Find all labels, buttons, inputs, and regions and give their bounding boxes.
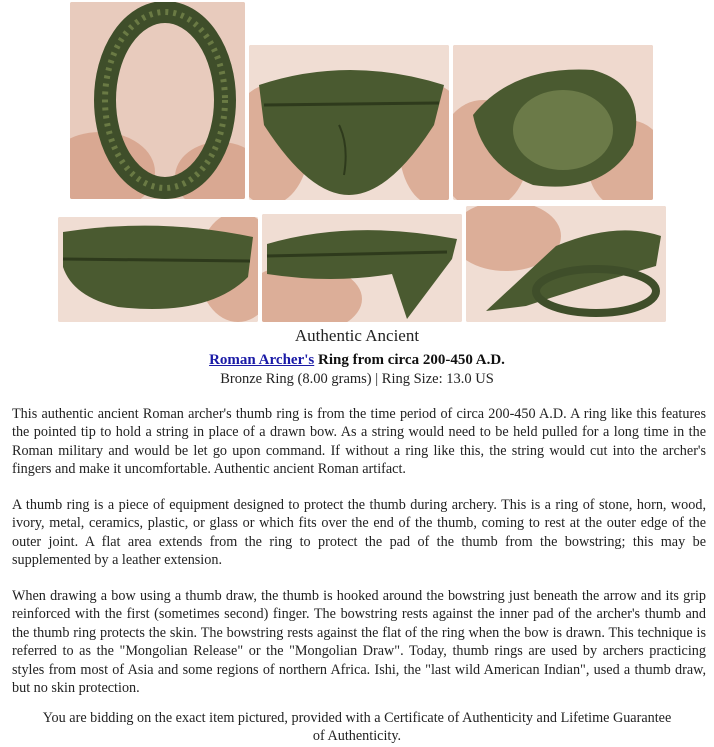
- ring-side-view-image: [70, 2, 245, 199]
- listing-subtitle: [0, 352, 714, 369]
- ring-photo-1: [70, 2, 245, 199]
- listing-specs: Bronze Ring (8.00 grams) | Ring Size: 13.0 US: [220, 371, 494, 387]
- ring-tip-view-image: [262, 214, 462, 322]
- description-paragraph-2: A thumb ring is a piece of equipment designed to protect the thumb during archery. This is a ring of stone, horn, wood, ivory, metal, ceramics, plastic, or glass or which fits over the end of the thumb, coming to rest at the outer edge of the outer joint. A flat area extends from the ring to protect the pad of the thumb from the bowstring; this may be supplemented by a leather extension.: [12, 497, 706, 569]
- ring-underside-view-image: [466, 206, 666, 322]
- ring-angle-view-image: [453, 45, 653, 200]
- ring-photo-3: [453, 45, 653, 200]
- description-paragraph-1: This authentic ancient Roman archer's thumb ring is from the time period of circa 200-450 A.D. A ring like this features the pointed tip to hold a string in place of a drawn bow. As a string would need to be held pulled for a long time in the Roman military and would be let go upon command. If without a ring like this, the string would cut into the archer's fingers and make it uncomfortable. Authentic ancient Roman artifact.: [12, 406, 706, 478]
- ring-profile-view-image: [58, 217, 258, 322]
- closing-statement: You are bidding on the exact item pictured, provided with a Certificate of Authenticity and Lifetime Guarantee of Authenticity.: [42, 710, 672, 745]
- ring-photo-6: [466, 206, 666, 322]
- ring-photo-4: [58, 217, 258, 322]
- description-paragraph-3: When drawing a bow using a thumb draw, the thumb is hooked around the bowstring just beneath the arrow and its grip reinforced with the first (sometimes second) finger. The bowstring rests against the inner pad of the archer's thumb and the thumb ring protects the skin. The bowstring rests against the flat of the ring when the bow is drawn. This technique is referred to as the "Mongolian Release" or the "Mongolian Draw". Today, thumb rings are used by archers practicing styles from most of Asia and some regions of northern Africa. Ishi, the "last wild American Indian", used a thumb draw, but no skin protection.: [12, 588, 706, 697]
- subtitle-rest: Ring from circa 200-450 A.D.: [314, 352, 505, 368]
- roman-archer-link[interactable]: Roman Archer's: [209, 352, 315, 368]
- listing-title: Authentic Ancient: [294, 326, 420, 345]
- ring-photo-5: [262, 214, 462, 322]
- ring-photo-2: [249, 45, 449, 200]
- ring-top-view-image: [249, 45, 449, 200]
